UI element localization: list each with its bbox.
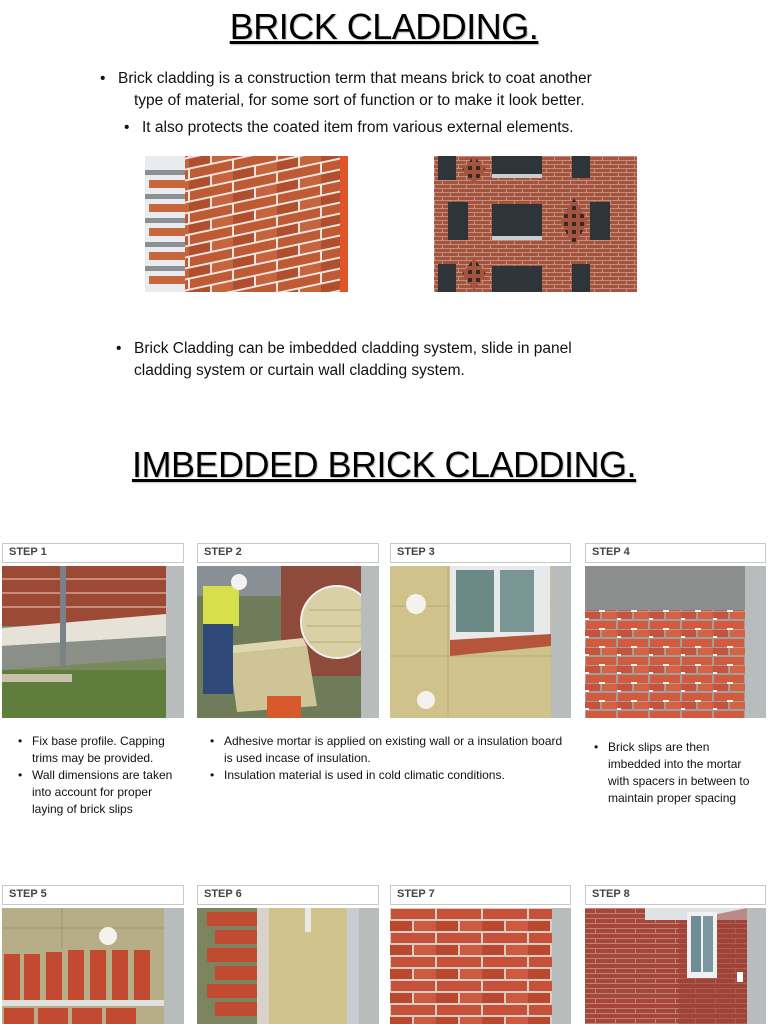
step-7-sidebar [552,908,571,1024]
cladding-types-bullet: • Brick Cladding can be imbedded cladding system, slide in panel cladding system or curtain wall cladding system. [116,340,572,379]
step-8-sidebar [747,908,766,1024]
step-2-photo [197,566,361,718]
step-3-photo [390,566,551,718]
step-5-photo [2,908,164,1024]
step-5-header: STEP 5 [2,885,184,905]
section-title-imbedded: IMBEDDED BRICK CLADDING. [131,444,637,485]
step-1-photo [2,566,166,718]
step-5-sidebar [164,908,184,1024]
step-6-photo [197,908,359,1024]
step-4-photo [585,566,745,718]
step-1-sidebar [166,566,184,718]
step-2-note: • Insulation material is used in cold climatic conditions. [206,767,566,784]
step-6-sidebar [359,908,379,1024]
brick-facade-photo [434,156,637,292]
step-6-header: STEP 6 [197,885,379,905]
step-7-header: STEP 7 [390,885,571,905]
intro-bullet-1: • Brick cladding is a construction term that means brick to coat another type of material, for some sort of function or to make it look better. [100,70,592,109]
brick-panel-photo [145,156,348,292]
step-2-notes [206,733,566,784]
step-4-sidebar [745,566,766,718]
step-1-header: STEP 1 [2,543,184,563]
step-2-sidebar [361,566,379,718]
step-2-header: STEP 2 [197,543,379,563]
step-2-note: • Adhesive mortar is applied on existing wall or a insulation board is used incase of insulation. [206,733,566,767]
step-3-header: STEP 3 [390,543,571,563]
step-3-sidebar [551,566,571,718]
intro-bullet-2: • It also protects the coated item from various external elements. [124,119,574,136]
step-7-photo [390,908,552,1024]
step-8-photo [585,908,747,1024]
step-1-notes [14,733,184,818]
step-1-note: • Fix base profile. Capping trims may be provided. [14,733,184,767]
page-title: BRICK CLADDING. [229,6,539,47]
step-1-note: • Wall dimensions are taken into account for proper laying of brick slips [14,767,184,818]
step-4-header: STEP 4 [585,543,766,563]
step-4-notes [590,739,750,807]
step-8-header: STEP 8 [585,885,766,905]
step-4-note: • Brick slips are then imbedded into the mortar with spacers in between to maintain proper spacing [590,739,750,807]
